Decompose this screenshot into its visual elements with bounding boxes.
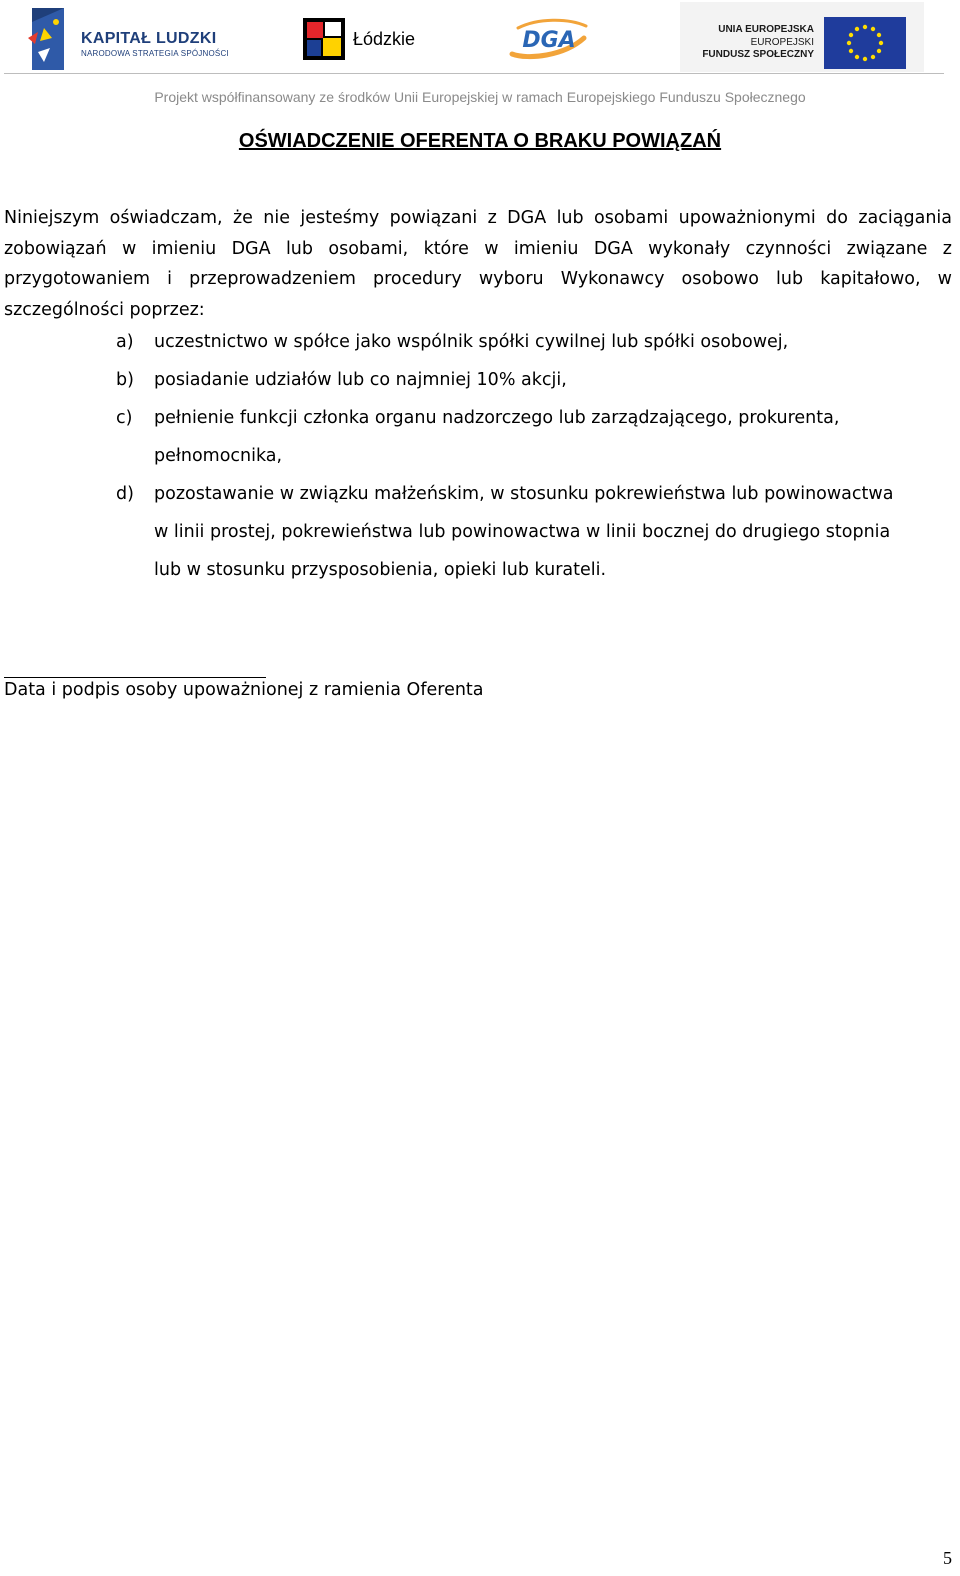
- list-item-text: pozostawanie w związku małżeńskim, w stosunku pokrewieństwa lub powinowactwa: [154, 484, 894, 504]
- list-item: [116, 361, 946, 399]
- page-header: [0, 0, 960, 80]
- list-marker: c): [116, 408, 133, 428]
- list-item-text: w linii prostej, pokrewieństwa lub powinowactwa w linii bocznej do drugiego stopnia: [154, 522, 891, 542]
- list-item: [116, 323, 946, 361]
- eu-line-3: FUNDUSZ SPOŁECZNY: [702, 49, 814, 60]
- intro-line: Niniejszym oświadczam, że nie jesteśmy powiązani z DGA lub osobami upoważnionymi do zaciągania: [4, 208, 952, 228]
- project-funding-note: Projekt współfinansowany ze środków Unii Europejskiej w ramach Europejskiego Funduszu Społecznego: [154, 89, 806, 105]
- lodzkie-emblem-icon: [303, 18, 345, 60]
- conditions-list: [116, 323, 946, 589]
- list-item: [116, 475, 946, 589]
- lodzkie-label: Łódzkie: [353, 29, 416, 49]
- list-item: [116, 399, 946, 475]
- kapital-ludzki-subtitle: NARODOWA STRATEGIA SPÓJNOŚCI: [81, 49, 229, 58]
- page-number: 5: [943, 1548, 952, 1568]
- dga-logo: [508, 16, 590, 60]
- dga-logo-icon: [508, 16, 590, 60]
- lodzkie-logo: [303, 18, 433, 62]
- eu-logo: [680, 2, 924, 72]
- document-title: OŚWIADCZENIE OFERENTA O BRAKU POWIĄZAŃ: [238, 130, 722, 152]
- list-item-text: pełnienie funkcji członka organu nadzorczego lub zarządzającego, prokurenta,: [154, 408, 840, 428]
- header-divider: [4, 73, 944, 74]
- list-item-text: lub w stosunku przysposobienia, opieki lub kurateli.: [154, 560, 607, 580]
- eu-line-1: UNIA EUROPEJSKA: [718, 24, 814, 35]
- list-item-text: uczestnictwo w spółce jako wspólnik spółki cywilnej lub spółki osobowej,: [154, 332, 789, 352]
- eu-flag-icon: [824, 17, 906, 69]
- dga-logo-text: DGA: [522, 28, 576, 53]
- eu-line-2: EUROPEJSKI: [750, 37, 814, 48]
- list-item-text: posiadanie udziałów lub co najmniej 10% akcji,: [154, 370, 567, 390]
- list-marker: a): [116, 332, 134, 352]
- signature-line: [4, 677, 266, 678]
- intro-paragraph: [4, 203, 952, 325]
- kapital-ludzki-emblem-icon: [26, 8, 78, 74]
- kapital-ludzki-title: KAPITAŁ LUDZKI: [81, 30, 217, 47]
- list-item-text: pełnomocnika,: [154, 446, 283, 466]
- list-marker: b): [116, 370, 134, 390]
- signature-label: Data i podpis osoby upoważnionej z ramienia Oferenta: [4, 680, 484, 700]
- intro-line: zobowiązań w imieniu DGA lub osobami, które w imieniu DGA wykonały czynności związane z: [4, 238, 952, 259]
- intro-line: przygotowaniem i przeprowadzeniem procedury wyboru Wykonawcy osobowo lub kapitałowo, w: [4, 269, 952, 289]
- list-marker: d): [116, 484, 134, 504]
- kapital-ludzki-logo: [26, 8, 236, 74]
- intro-line: szczególności poprzez:: [4, 299, 205, 320]
